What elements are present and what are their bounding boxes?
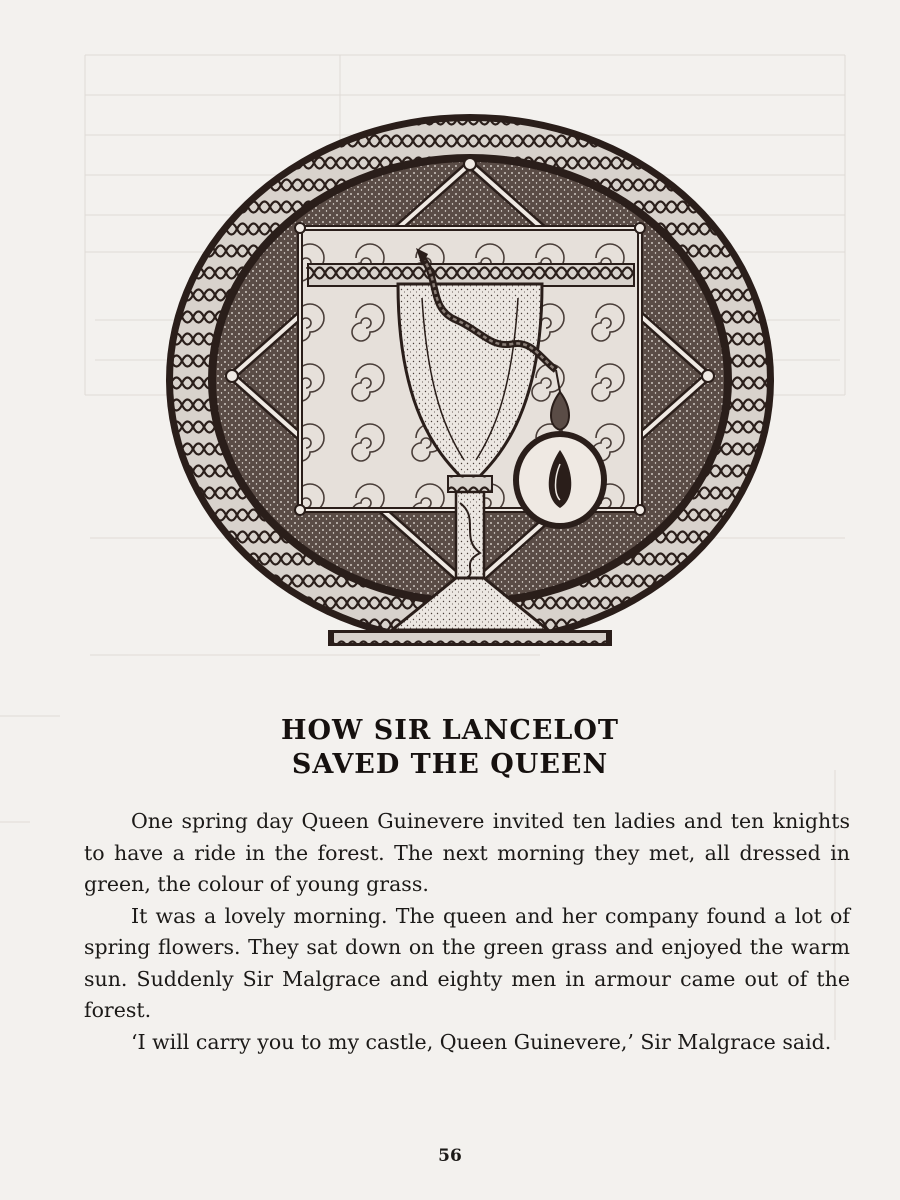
paragraph-1: One spring day Queen Guinevere invited ten ladies and ten knights to have a ride in the forest. The next morning they met, all dressed in green, the colour of young grass.: [84, 809, 850, 896]
grail-emblem-icon: [160, 108, 780, 668]
story-title-line-1: HOW SIR LANCELOT: [281, 715, 619, 746]
paragraph-2: It was a lovely morning. The queen and her company found a lot of spring flowers. They sat down on the green grass and enjoyed the warm sun. Suddenly Sir Malgrace and eighty men in armour came out of the forest.: [84, 903, 850, 1022]
story-body: [84, 806, 850, 1058]
paragraph-3: ‘I will carry you to my castle, Queen Guinevere,’ Sir Malgrace said.: [131, 1029, 832, 1054]
page-number: 56: [438, 1146, 462, 1166]
story-title-line-2: SAVED THE QUEEN: [291, 749, 609, 780]
